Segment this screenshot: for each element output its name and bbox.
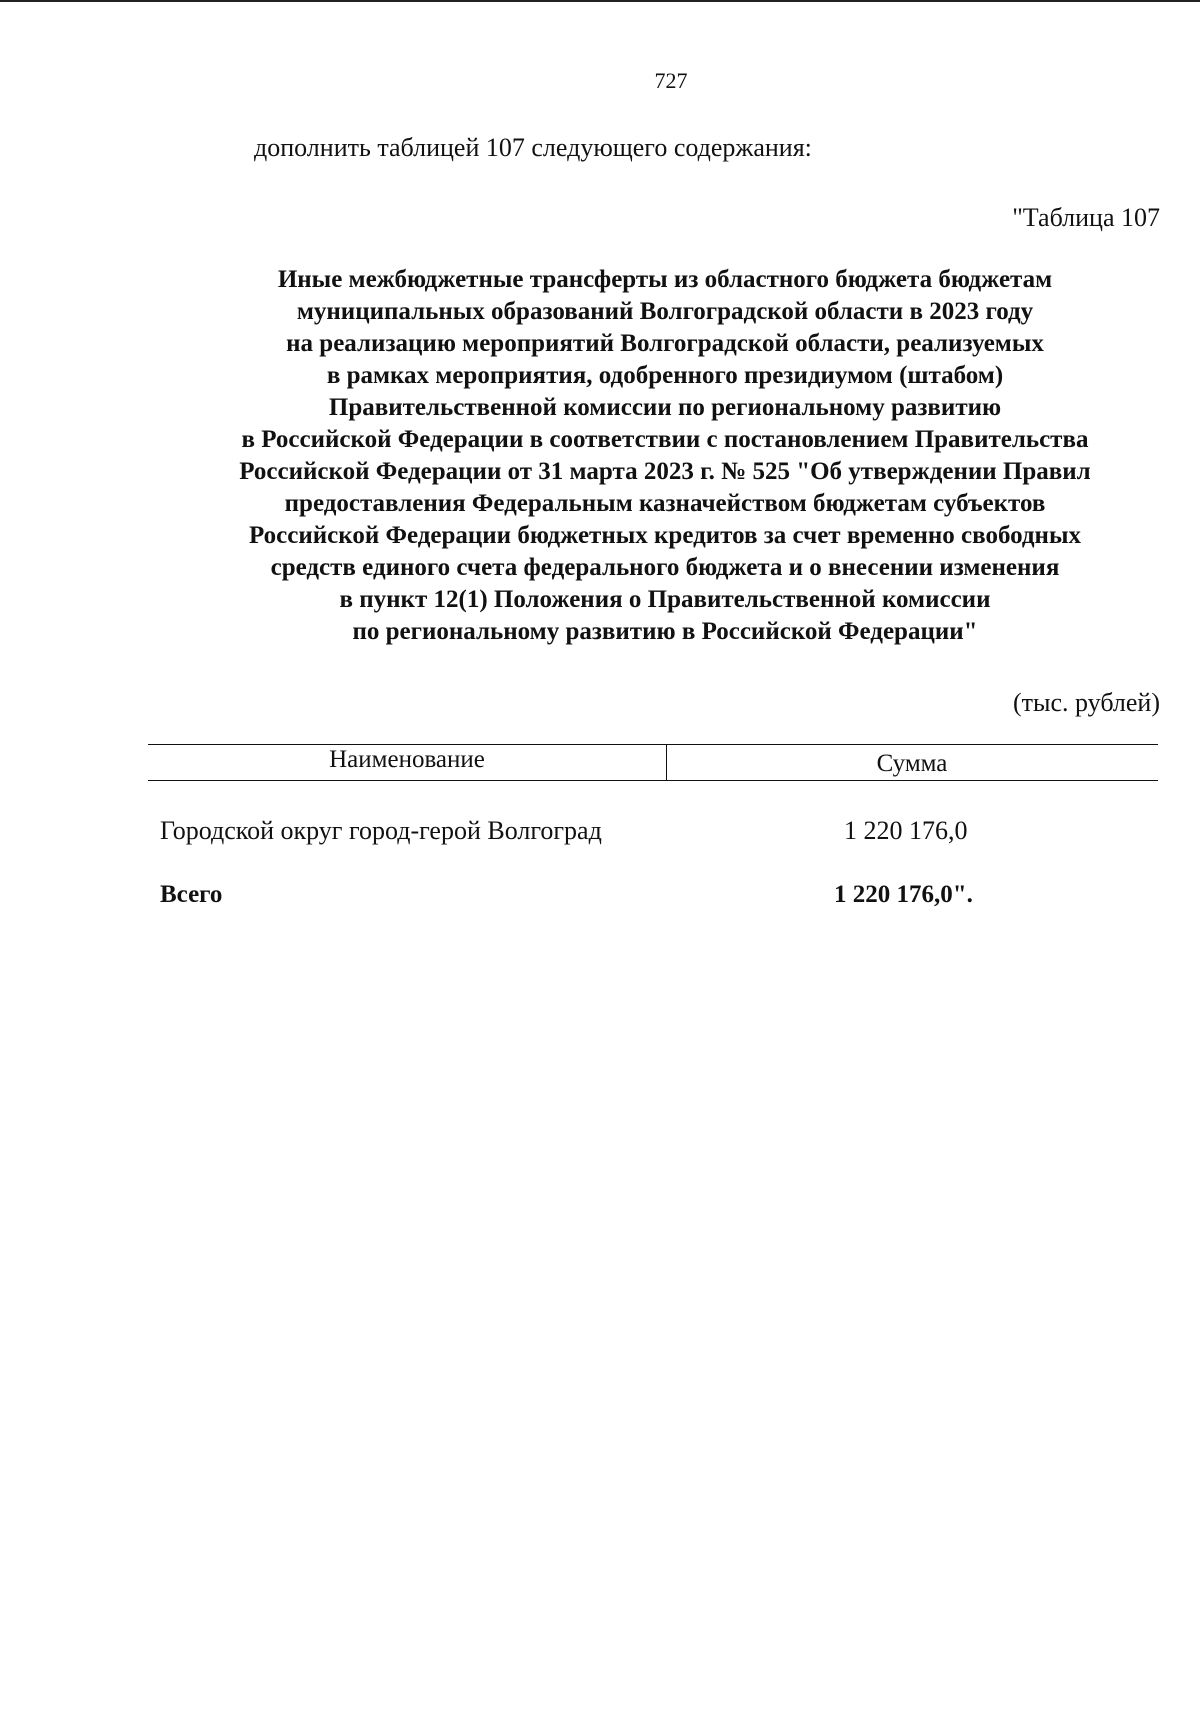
table-row <box>148 815 1158 847</box>
document-title <box>150 264 1180 648</box>
title-line: Российской Федерации бюджетных кредитов за счет временно свободных <box>249 522 1081 549</box>
title-line: предоставления Федеральным казначейством бюджетам субъектов <box>284 490 1046 517</box>
title-line: муниципальных образований Волгоградской области в 2023 году <box>296 298 1034 325</box>
table-total-row <box>148 879 1158 911</box>
table-header-bottom-rule <box>148 780 1158 781</box>
table-reference: "Таблица 107 <box>1012 203 1160 232</box>
intro-text: дополнить таблицей 107 следующего содержания: <box>254 133 812 162</box>
column-header-sum: Сумма <box>876 750 948 777</box>
title-line: средств единого счета федерального бюджета и о внесении изменения <box>270 554 1060 581</box>
row-sum-cell: 1 220 176,0 <box>844 816 968 845</box>
total-sum: 1 220 176,0". <box>834 881 973 908</box>
title-line: по региональному развитию в Российской Федерации" <box>352 618 978 645</box>
title-line: Иные межбюджетные трансферты из областного бюджета бюджетам <box>277 266 1053 293</box>
scan-edge-line <box>0 0 1200 2</box>
title-line: в Российской Федерации в соответствии с постановлением Правительства <box>241 426 1089 453</box>
title-line: в рамках мероприятия, одобренного президиумом (штабом) <box>326 362 1004 389</box>
row-name-cell: Городской округ город-герой Волгоград <box>160 816 602 845</box>
column-header-name: Наименование <box>329 746 485 773</box>
table-header-top-rule <box>148 744 1158 745</box>
page-number: 727 <box>654 68 688 93</box>
units-label: (тыс. рублей) <box>1012 688 1160 717</box>
title-line: Правительственной комиссии по региональному развитию <box>328 394 1002 421</box>
title-line: Российской Федерации от 31 марта 2023 г. № 525 "Об утверждении Правил <box>239 458 1091 485</box>
title-line: в пункт 12(1) Положения о Правительственной комиссии <box>339 586 991 613</box>
total-label: Всего <box>160 881 223 908</box>
title-line: на реализацию мероприятий Волгоградской области, реализуемых <box>286 330 1044 357</box>
